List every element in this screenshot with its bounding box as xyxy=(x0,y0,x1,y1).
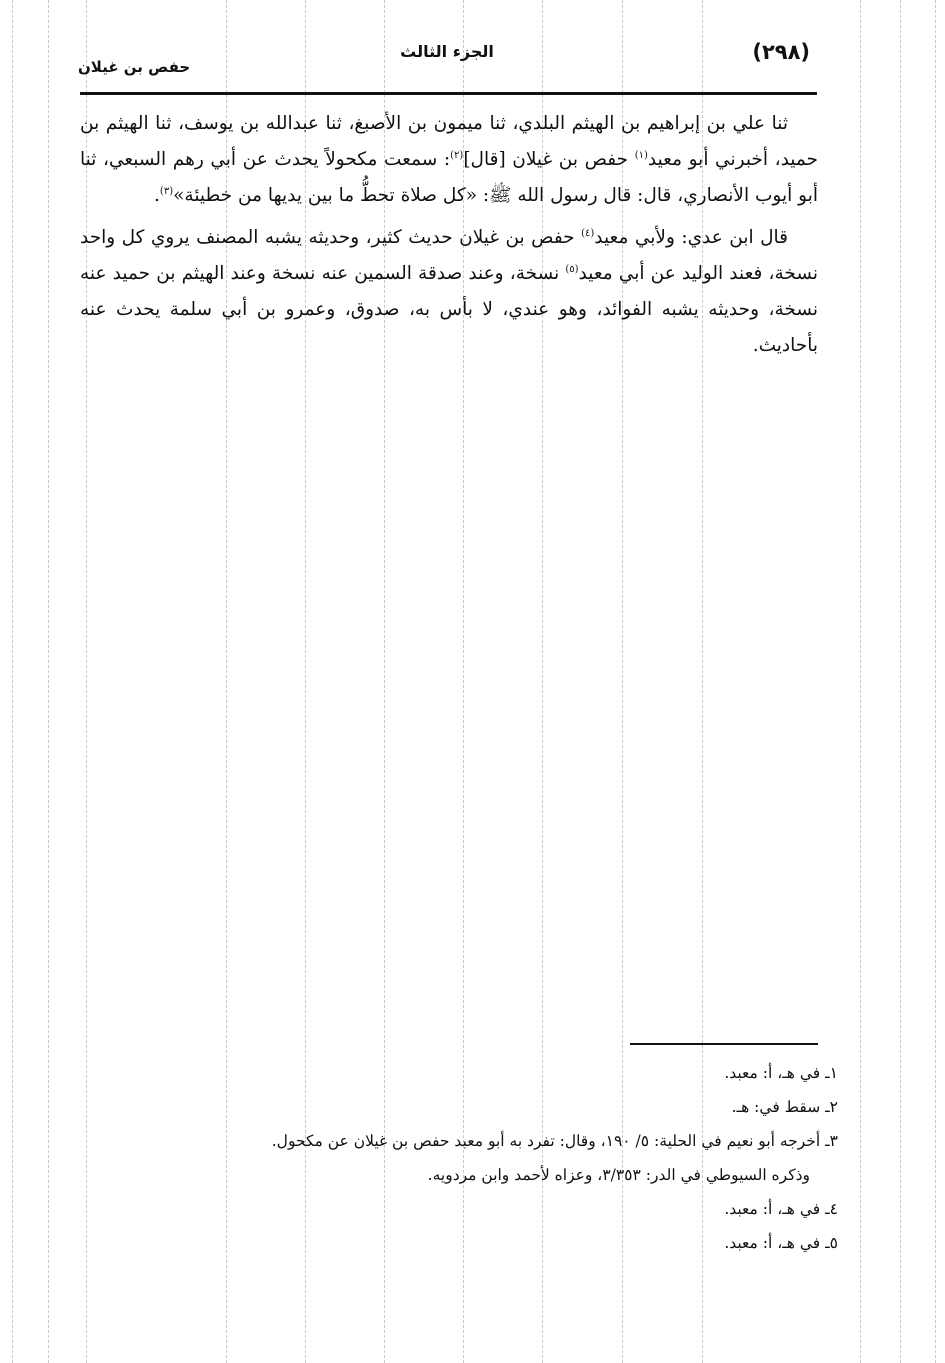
guide-line xyxy=(900,0,901,1363)
entry-name: حفص بن غيلان xyxy=(78,58,191,76)
paragraph xyxy=(80,106,818,214)
footnote-item: ٤ـ في هـ، أ: معبد. xyxy=(724,1200,838,1218)
footnote-ref: (٤) xyxy=(581,227,595,239)
footnote-item: ٢ـ سقط في: هـ. xyxy=(731,1098,838,1116)
footnote-item: ٥ـ في هـ، أ: معبد. xyxy=(724,1234,838,1252)
header-rule xyxy=(80,92,817,95)
guide-line xyxy=(860,0,861,1363)
footnote-ref: (٥) xyxy=(565,263,579,275)
footnote-continuation: وذكره السيوطي في الدر: ٣/٣٥٣، وعزاه لأحمد وابن مردويه. xyxy=(427,1166,810,1184)
text-run: حفص بن غيلان حديث كثير، وحديثه يشبه المصنف يروي كل واحد نسخة، فعند الوليد عن أبي معيد xyxy=(80,227,818,284)
footnote-item: ١ـ في هـ، أ: معبد. xyxy=(724,1064,838,1082)
volume-title: الجزء الثالث xyxy=(400,42,494,61)
page-number: (٢٩٨) xyxy=(752,40,810,64)
guide-line xyxy=(48,0,49,1363)
footnote-ref: (٢) xyxy=(450,149,464,161)
main-text xyxy=(80,106,818,364)
text-run: نسخة، وعند صدقة السمين عنه نسخة وعند الهيثم بن حميد عنه نسخة، وحديثه يشبه الفوائد، وهو عندي، لا بأس به، صدوق، وعمرو بن أبي سلمة يحدث عنه بأحاديث. xyxy=(80,263,818,356)
text-run: . xyxy=(154,185,160,206)
text-run: ثنا علي بن إبراهيم بن الهيثم البلدي، ثنا ميمون بن الأصبغ، ثنا عبدالله بن يوسف، ثنا الهيثم بن حميد، أخبرني أبو معيد xyxy=(80,113,818,170)
running-header xyxy=(78,36,816,78)
footnotes xyxy=(80,1056,838,1260)
guide-line xyxy=(935,0,936,1363)
text-run: قال ابن عدي: ولأبي معيد xyxy=(594,227,788,248)
footnote-ref: (١) xyxy=(634,149,648,161)
guide-line xyxy=(12,0,13,1363)
text-run: حفص بن غيلان [قال] xyxy=(463,149,635,170)
text-run: : سمعت مكحولاً يحدث عن أبي رهم السبعي، ثنا أبو أيوب الأنصاري، قال: قال رسول الله ﷺ: «كل صلاة تحطُّ ما بين يديها من خطيئة» xyxy=(80,149,818,206)
footnote-item: ٣ـ أخرجه أبو نعيم في الحلية: ٥/ ١٩٠، وقال: تفرد به أبو معبد حفص بن غيلان عن مكحول. xyxy=(271,1132,838,1150)
footnote-ref: (٣) xyxy=(159,185,174,197)
footnote-separator xyxy=(630,1043,818,1045)
paragraph xyxy=(80,220,818,364)
